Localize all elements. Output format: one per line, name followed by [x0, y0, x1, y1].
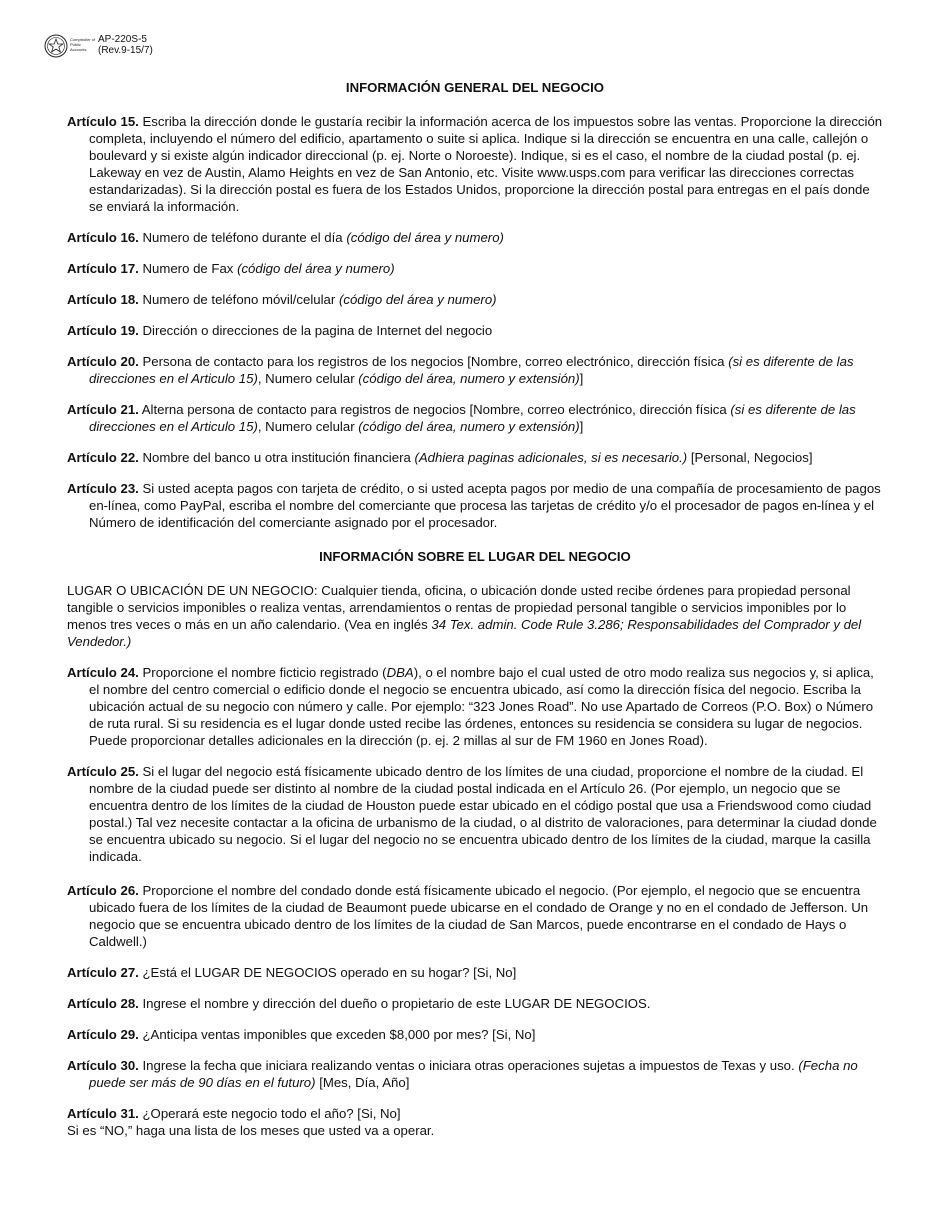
- article-31: Artículo 31. ¿Operará este negocio todo el año? [Si, No] Si es “NO,” haga una lista de los meses que usted va a operar.: [67, 1105, 883, 1139]
- article-17: Artículo 17. Numero de Fax (código del área y numero): [67, 261, 395, 276]
- article-15: Artículo 15. Escriba la dirección donde le gustaría recibir la información acerca de los impuestos sobre las ventas. Proporcione la dirección completa, incluyendo el número del edificio, apartamento o suite si aplica. Indique si la dirección se encuentra en una calle, callejón o boulevard y si existe algún indicador direccional (p. ej. Norte o Noroeste). Indique, si es el caso, el nombre de la ciudad postal (p. ej. Lakeway en vez de Austin, Alamo Heights en vez de San Antonio, etc. Visite www.usps.com para verificar las direcciones correctas estandarizadas). Si la dirección postal es fuera de los Estados Unidos, proporcione la dirección postal para entregas en el país donde se enviará la información.: [67, 114, 883, 214]
- article-26: Artículo 26. Proporcione el nombre del condado donde está físicamente ubicado el negocio. (Por ejemplo, el negocio que se encuentra ubicado fuera de los límites de la ciudad de Beaumont puede ubicarse en el condado de Orange y no en el condado de Jefferson. Un negocio que se encuentra ubicado dentro de los límites de la ciudad de San Marcos, puede encontrarse en el condado de Hays o Caldwell.): [67, 883, 869, 949]
- form-revision: (Rev.9-15/7): [98, 45, 153, 56]
- article-30: Artículo 30. Ingrese la fecha que iniciara realizando ventas o iniciara otras operaciones sujetas a impuestos de Texas y uso. (Fecha no puede ser más de 90 días en el futuro) [Mes, Día, Año]: [67, 1058, 858, 1090]
- document-body: [67, 79, 883, 1153]
- form-number: AP-220S-5: [98, 34, 147, 45]
- article-31-followup: Si es “NO,” haga una lista de los meses que usted va a operar.: [67, 1123, 435, 1138]
- article-24: Artículo 24. Proporcione el nombre ficticio registrado (DBA), o el nombre bajo el cual usted de otro modo realiza sus negocios y, si aplica, el nombre del centro comercial o edificio donde el negocio se encuentra ubicado, así como la dirección física del negocio. Escriba la ubicación actual de su negocio con número y calle. Por ejemplo: “323 Jones Road”. No use Apartado de Correos (P.O. Box) o Número de ruta rural. Si su residencia es el lugar donde usted recibe las órdenes, entonces su residencia se considera su lugar de negocios. Puede proporcionar detalles adicionales en la dirección (p. ej. 2 millas al sur de FM 1960 en Jones Road).: [67, 665, 874, 748]
- article-29: Artículo 29. ¿Anticipa ventas imponibles que exceden $8,000 por mes? [Si, No]: [67, 1027, 536, 1042]
- form-id: [98, 34, 153, 56]
- article-18: Artículo 18. Numero de teléfono móvil/celular (código del área y numero): [67, 292, 497, 307]
- form-header: [44, 34, 153, 58]
- seal-caption: Comptroller of Public Accounts: [70, 37, 96, 52]
- article-27: Artículo 27. ¿Está el LUGAR DE NEGOCIOS operado en su hogar? [Si, No]: [67, 965, 517, 980]
- location-intro: LUGAR O UBICACIÓN DE UN NEGOCIO: Cualquier tienda, oficina, o ubicación donde usted recibe órdenes para propiedad personal tangible o servicios imponibles o realiza ventas, arrendamientos o rentas de propiedad personal tangible o servicios imponibles por lo menos tres veces o más en un año calendario. (Vea en inglés 34 Tex. admin. Code Rule 3.286; Responsabilidades del Comprador y del Vendedor.): [67, 583, 862, 649]
- comptroller-seal-icon: [44, 34, 68, 58]
- article-25: Artículo 25. Si el lugar del negocio está físicamente ubicado dentro de los límites de una ciudad, proporcione el nombre de la ciudad. El nombre de la ciudad puede ser distinto al nombre de la ciudad postal indicada en el Artículo 26. (Por ejemplo, un negocio que se encuentra dentro de los límites de la ciudad de Houston puede estar ubicado en el código postal que usa a Friendswood como ciudad postal.) Tal vez necesite contactar a la oficina de urbanismo de la ciudad, o al distrito de valoraciones, para determinar la ciudad donde se encuentra ubicado su negocio. Si el lugar del negocio no se encuentra ubicado dentro de los límites de la ciudad, marque la casilla indicada.: [67, 764, 877, 864]
- article-19: Artículo 19. Dirección o direcciones de la pagina de Internet del negocio: [67, 323, 493, 338]
- article-22: Artículo 22. Nombre del banco u otra institución financiera (Adhiera paginas adicionales, si es necesario.) [Personal, Negocios]: [67, 450, 813, 465]
- article-21: Artículo 21. Alterna persona de contacto para registros de negocios [Nombre, correo electrónico, dirección física (si es diferente de las direcciones en el Articulo 15), Numero celular (código del área, numero y extensión)]: [67, 402, 856, 434]
- section-title-general: INFORMACIÓN GENERAL DEL NEGOCIO: [345, 80, 605, 95]
- article-16: Artículo 16. Numero de teléfono durante el día (código del área y numero): [67, 230, 504, 245]
- section-title-location: INFORMACIÓN SOBRE EL LUGAR DEL NEGOCIO: [319, 549, 631, 564]
- article-23: Artículo 23. Si usted acepta pagos con tarjeta de crédito, o si usted acepta pagos por medio de una compañía de procesamiento de pagos en-línea, como PayPal, escriba el nombre del comerciante que procesa las tarjetas de crédito y/o el procesador de pagos en-línea y el Número de identificación del comerciante asignado por el procesador.: [67, 481, 881, 530]
- article-20: Artículo 20. Persona de contacto para los registros de los negocios [Nombre, correo electrónico, dirección física (si es diferente de las direcciones en el Articulo 15), Numero celular (código del área, numero y extensión)]: [67, 354, 854, 386]
- article-28: Artículo 28. Ingrese el nombre y dirección del dueño o propietario de este LUGAR DE NEGOCIOS.: [67, 996, 651, 1011]
